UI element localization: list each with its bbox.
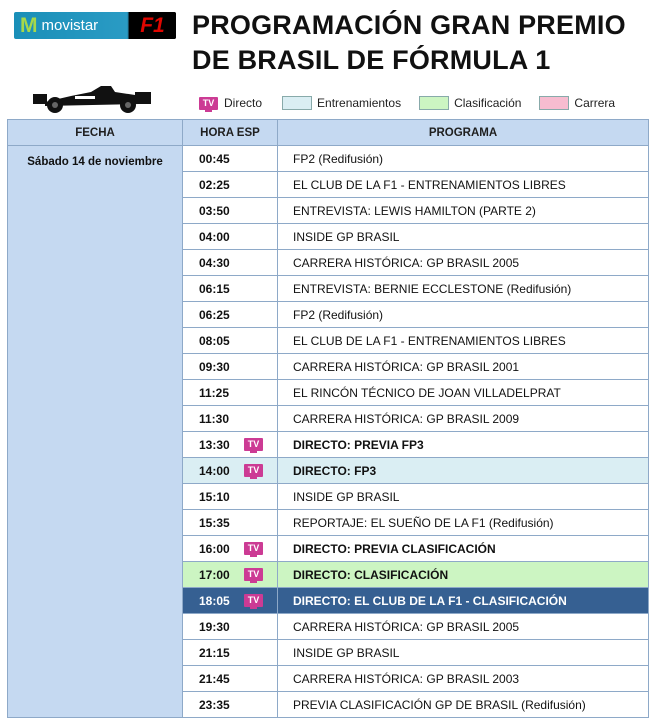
legend-directo-label: Directo <box>224 96 263 110</box>
hora-cell <box>183 640 278 666</box>
programa-cell: DIRECTO: FP3 <box>278 458 649 484</box>
programa-cell: EL CLUB DE LA F1 - ENTRENAMIENTOS LIBRES <box>278 172 649 198</box>
hora-text: 09:30 <box>199 359 230 374</box>
hora-cell <box>183 146 278 172</box>
hora-cell <box>183 198 278 224</box>
hora-text: 18:05 <box>199 593 230 608</box>
hora-text: 11:25 <box>199 385 230 400</box>
programa-cell: ENTREVISTA: LEWIS HAMILTON (PARTE 2) <box>278 198 649 224</box>
header-fecha: FECHA <box>8 120 183 146</box>
programa-cell: ENTREVISTA: BERNIE ECCLESTONE (Redifusión) <box>278 276 649 302</box>
movistar-f1-logo <box>14 12 176 39</box>
legend-entrenamientos-label: Entrenamientos <box>317 96 402 110</box>
programa-cell: DIRECTO: CLASIFICACIÓN <box>278 562 649 588</box>
hora-cell <box>183 484 278 510</box>
hora-text: 21:15 <box>199 645 230 660</box>
f1-logo-text: F1 <box>129 12 176 39</box>
programa-cell: DIRECTO: EL CLUB DE LA F1 - CLASIFICACIÓN <box>278 588 649 614</box>
hora-cell <box>183 380 278 406</box>
hora-text: 04:00 <box>199 229 230 244</box>
tv-icon: TV <box>199 97 218 110</box>
legend-carrera-label: Carrera <box>574 96 616 110</box>
programa-cell: EL RINCÓN TÉCNICO DE JOAN VILLADELPRAT <box>278 380 649 406</box>
hora-cell <box>183 614 278 640</box>
hora-cell <box>183 562 278 588</box>
hora-cell <box>183 276 278 302</box>
tv-icon: TV <box>244 542 263 555</box>
hora-cell <box>183 588 278 614</box>
hora-cell <box>183 536 278 562</box>
header-programa: PROGRAMA <box>278 120 649 146</box>
hora-cell <box>183 406 278 432</box>
schedule-body <box>8 146 649 718</box>
programa-cell: DIRECTO: PREVIA FP3 <box>278 432 649 458</box>
hora-cell <box>183 224 278 250</box>
programa-cell: INSIDE GP BRASIL <box>278 484 649 510</box>
hora-cell <box>183 250 278 276</box>
page-title <box>192 8 659 78</box>
programa-cell: CARRERA HISTÓRICA: GP BRASIL 2009 <box>278 406 649 432</box>
legend-entrenamientos-swatch <box>282 96 312 110</box>
hora-cell <box>183 302 278 328</box>
hora-cell <box>183 692 278 718</box>
tv-icon: TV <box>244 438 263 451</box>
fecha-cell: Sábado 14 de noviembre <box>8 146 183 718</box>
title-line-2: DE BRASIL DE FÓRMULA 1 <box>192 45 551 75</box>
programa-cell: FP2 (Redifusión) <box>278 146 649 172</box>
legend-clasificacion-swatch <box>419 96 449 110</box>
hora-text: 14:00 <box>199 463 230 478</box>
hora-text: 03:50 <box>199 203 230 218</box>
hora-cell <box>183 172 278 198</box>
tv-icon: TV <box>244 594 263 607</box>
hora-cell <box>183 354 278 380</box>
programa-cell: EL CLUB DE LA F1 - ENTRENAMIENTOS LIBRES <box>278 328 649 354</box>
header-hora: HORA ESP <box>183 120 278 146</box>
hora-cell <box>183 458 278 484</box>
hora-cell <box>183 328 278 354</box>
hora-text: 21:45 <box>199 671 230 686</box>
legend-directo <box>199 96 282 110</box>
programa-cell: CARRERA HISTÓRICA: GP BRASIL 2001 <box>278 354 649 380</box>
legend-carrera-swatch <box>539 96 569 110</box>
f1-car-icon <box>31 82 155 114</box>
programa-cell: FP2 (Redifusión) <box>278 302 649 328</box>
hora-text: 08:05 <box>199 333 230 348</box>
hora-text: 19:30 <box>199 619 230 634</box>
hora-text: 00:45 <box>199 151 230 166</box>
programa-cell: REPORTAJE: EL SUEÑO DE LA F1 (Redifusión) <box>278 510 649 536</box>
hora-text: 04:30 <box>199 255 230 270</box>
legend <box>199 94 615 112</box>
legend-clasificacion <box>419 96 539 110</box>
hora-cell <box>183 432 278 458</box>
programa-cell: PREVIA CLASIFICACIÓN GP DE BRASIL (Redifusión) <box>278 692 649 718</box>
programa-cell: DIRECTO: PREVIA CLASIFICACIÓN <box>278 536 649 562</box>
hora-text: 11:30 <box>199 411 230 426</box>
programa-cell: CARRERA HISTÓRICA: GP BRASIL 2003 <box>278 666 649 692</box>
tv-icon: TV <box>244 568 263 581</box>
hora-text: 16:00 <box>199 541 230 556</box>
hora-text: 06:15 <box>199 281 230 296</box>
tv-icon: TV <box>244 464 263 477</box>
hora-cell <box>183 666 278 692</box>
hora-text: 23:35 <box>199 697 230 712</box>
hora-text: 15:35 <box>199 515 230 530</box>
legend-clasificacion-label: Clasificación <box>454 96 522 110</box>
schedule-table <box>7 119 649 718</box>
legend-entrenamientos <box>282 96 419 110</box>
hora-text: 06:25 <box>199 307 230 322</box>
programa-cell: INSIDE GP BRASIL <box>278 640 649 666</box>
table-row <box>8 146 649 172</box>
programa-cell: CARRERA HISTÓRICA: GP BRASIL 2005 <box>278 250 649 276</box>
title-line-1: PROGRAMACIÓN GRAN PREMIO <box>192 10 626 40</box>
hora-cell <box>183 510 278 536</box>
logo-brand-text: movistar <box>41 17 99 34</box>
hora-text: 02:25 <box>199 177 230 192</box>
hora-text: 13:30 <box>199 437 230 452</box>
programa-cell: INSIDE GP BRASIL <box>278 224 649 250</box>
programa-cell: CARRERA HISTÓRICA: GP BRASIL 2005 <box>278 614 649 640</box>
movistar-m-icon: M <box>20 14 38 37</box>
hora-text: 17:00 <box>199 567 230 582</box>
legend-carrera <box>539 96 615 110</box>
hora-text: 15:10 <box>199 489 230 504</box>
